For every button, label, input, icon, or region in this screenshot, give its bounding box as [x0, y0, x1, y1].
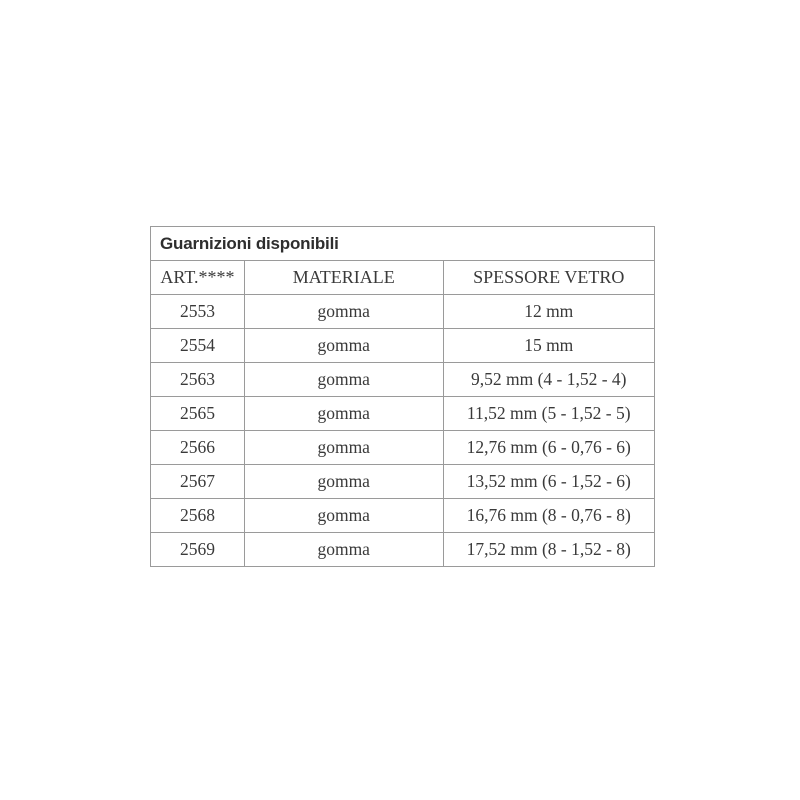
table-header-row [151, 261, 655, 295]
table-row [151, 329, 655, 363]
table-row [151, 533, 655, 567]
cell-spessore: 11,52 mm (5 - 1,52 - 5) [443, 397, 655, 431]
cell-materiale: gomma [244, 397, 443, 431]
table-row [151, 465, 655, 499]
cell-spessore: 12,76 mm (6 - 0,76 - 6) [443, 431, 655, 465]
header-spessore-vetro: SPESSORE VETRO [443, 261, 655, 295]
cell-art: 2567 [151, 465, 245, 499]
cell-art: 2563 [151, 363, 245, 397]
cell-materiale: gomma [244, 329, 443, 363]
table-row [151, 431, 655, 465]
cell-materiale: gomma [244, 465, 443, 499]
cell-art: 2568 [151, 499, 245, 533]
cell-spessore: 17,52 mm (8 - 1,52 - 8) [443, 533, 655, 567]
cell-materiale: gomma [244, 533, 443, 567]
cell-spessore: 13,52 mm (6 - 1,52 - 6) [443, 465, 655, 499]
cell-materiale: gomma [244, 363, 443, 397]
cell-art: 2565 [151, 397, 245, 431]
cell-spessore: 9,52 mm (4 - 1,52 - 4) [443, 363, 655, 397]
gaskets-table [150, 226, 655, 567]
table-row [151, 397, 655, 431]
cell-spessore: 12 mm [443, 295, 655, 329]
cell-materiale: gomma [244, 431, 443, 465]
table-row [151, 499, 655, 533]
header-materiale: MATERIALE [244, 261, 443, 295]
cell-art: 2553 [151, 295, 245, 329]
table-title-row [151, 227, 655, 261]
cell-materiale: gomma [244, 295, 443, 329]
cell-art: 2569 [151, 533, 245, 567]
header-art: ART.**** [151, 261, 245, 295]
cell-spessore: 15 mm [443, 329, 655, 363]
table-row [151, 295, 655, 329]
table-row [151, 363, 655, 397]
cell-art: 2554 [151, 329, 245, 363]
cell-materiale: gomma [244, 499, 443, 533]
cell-spessore: 16,76 mm (8 - 0,76 - 8) [443, 499, 655, 533]
cell-art: 2566 [151, 431, 245, 465]
table-title: Guarnizioni disponibili [151, 227, 655, 261]
